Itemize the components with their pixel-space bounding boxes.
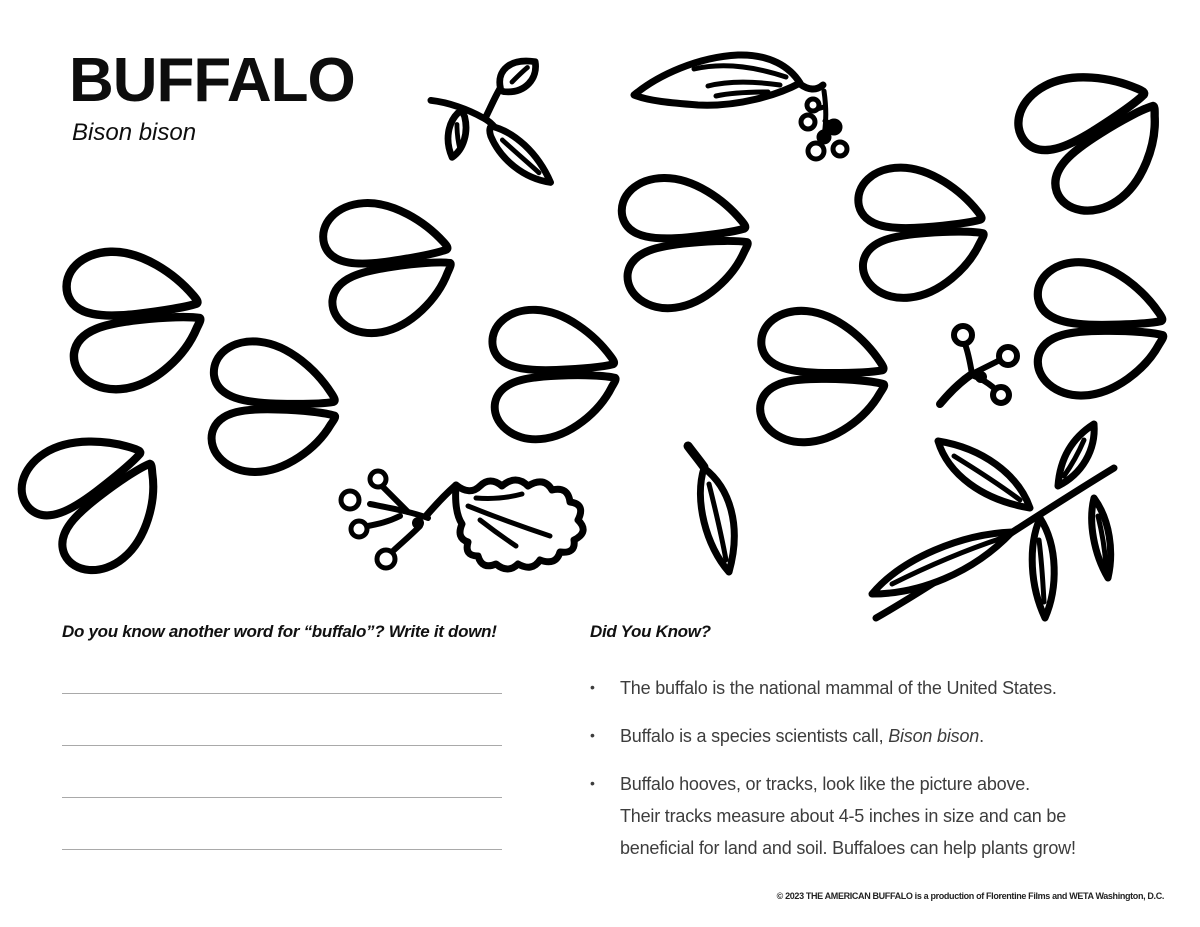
bullet-icon: •: [590, 727, 595, 743]
buffalo-track-icon: [57, 238, 212, 400]
buffalo-track-icon: [851, 158, 993, 307]
three-leaf-branch-icon: [425, 55, 570, 195]
text-line: Buffalo hooves, or tracks, look like the picture above.: [620, 774, 1030, 794]
bullet-icon: •: [590, 775, 595, 791]
did-you-know-item: [590, 672, 1180, 704]
buffalo-track-icon: [0, 398, 195, 596]
buffalo-track-icon: [996, 34, 1195, 235]
single-leaf-icon: [672, 440, 772, 590]
did-you-know-heading: Did You Know?: [590, 622, 711, 641]
page-title: BUFFALO: [69, 46, 355, 115]
berry-sprig-icon: [934, 320, 1034, 412]
oak-leaf-with-berries-icon: [328, 460, 598, 585]
write-in-line: [62, 745, 502, 746]
did-you-know-text: [620, 768, 1180, 864]
buffalo-track-icon: [486, 303, 622, 446]
write-in-prompt: Do you know another word for “buffalo”? Write it down!: [62, 622, 497, 641]
buffalo-track-icon: [313, 187, 464, 345]
did-you-know-item: [590, 768, 1180, 864]
did-you-know-text: The buffalo is the national mammal of the United States.: [620, 678, 1057, 698]
page-subtitle: Bison bison: [72, 119, 197, 146]
five-leaf-branch-icon: [862, 412, 1117, 624]
text-line: Their tracks measure about 4-5 inches in size and can be: [620, 806, 1067, 826]
text-segment: .: [979, 726, 984, 746]
buffalo-track-icon: [613, 167, 757, 318]
did-you-know-item: [590, 720, 1180, 752]
species-name-italic: Bison bison: [888, 726, 980, 746]
write-in-line: [62, 797, 502, 798]
bullet-icon: •: [590, 679, 595, 695]
write-in-line: [62, 693, 502, 694]
buffalo-track-icon: [1027, 254, 1172, 406]
leaf-with-berries-icon: [628, 33, 853, 168]
buffalo-track-icon: [200, 331, 347, 484]
copyright-credit: © 2023 THE AMERICAN BUFFALO is a production of Florentine Films and WETA Washington, D.C.: [776, 891, 1164, 901]
did-you-know-text: [620, 720, 1180, 752]
text-segment: Buffalo is a species scientists call,: [620, 726, 889, 746]
text-line: beneficial for land and soil. Buffaloes can help plants grow!: [620, 838, 1076, 858]
write-in-line: [62, 849, 502, 850]
